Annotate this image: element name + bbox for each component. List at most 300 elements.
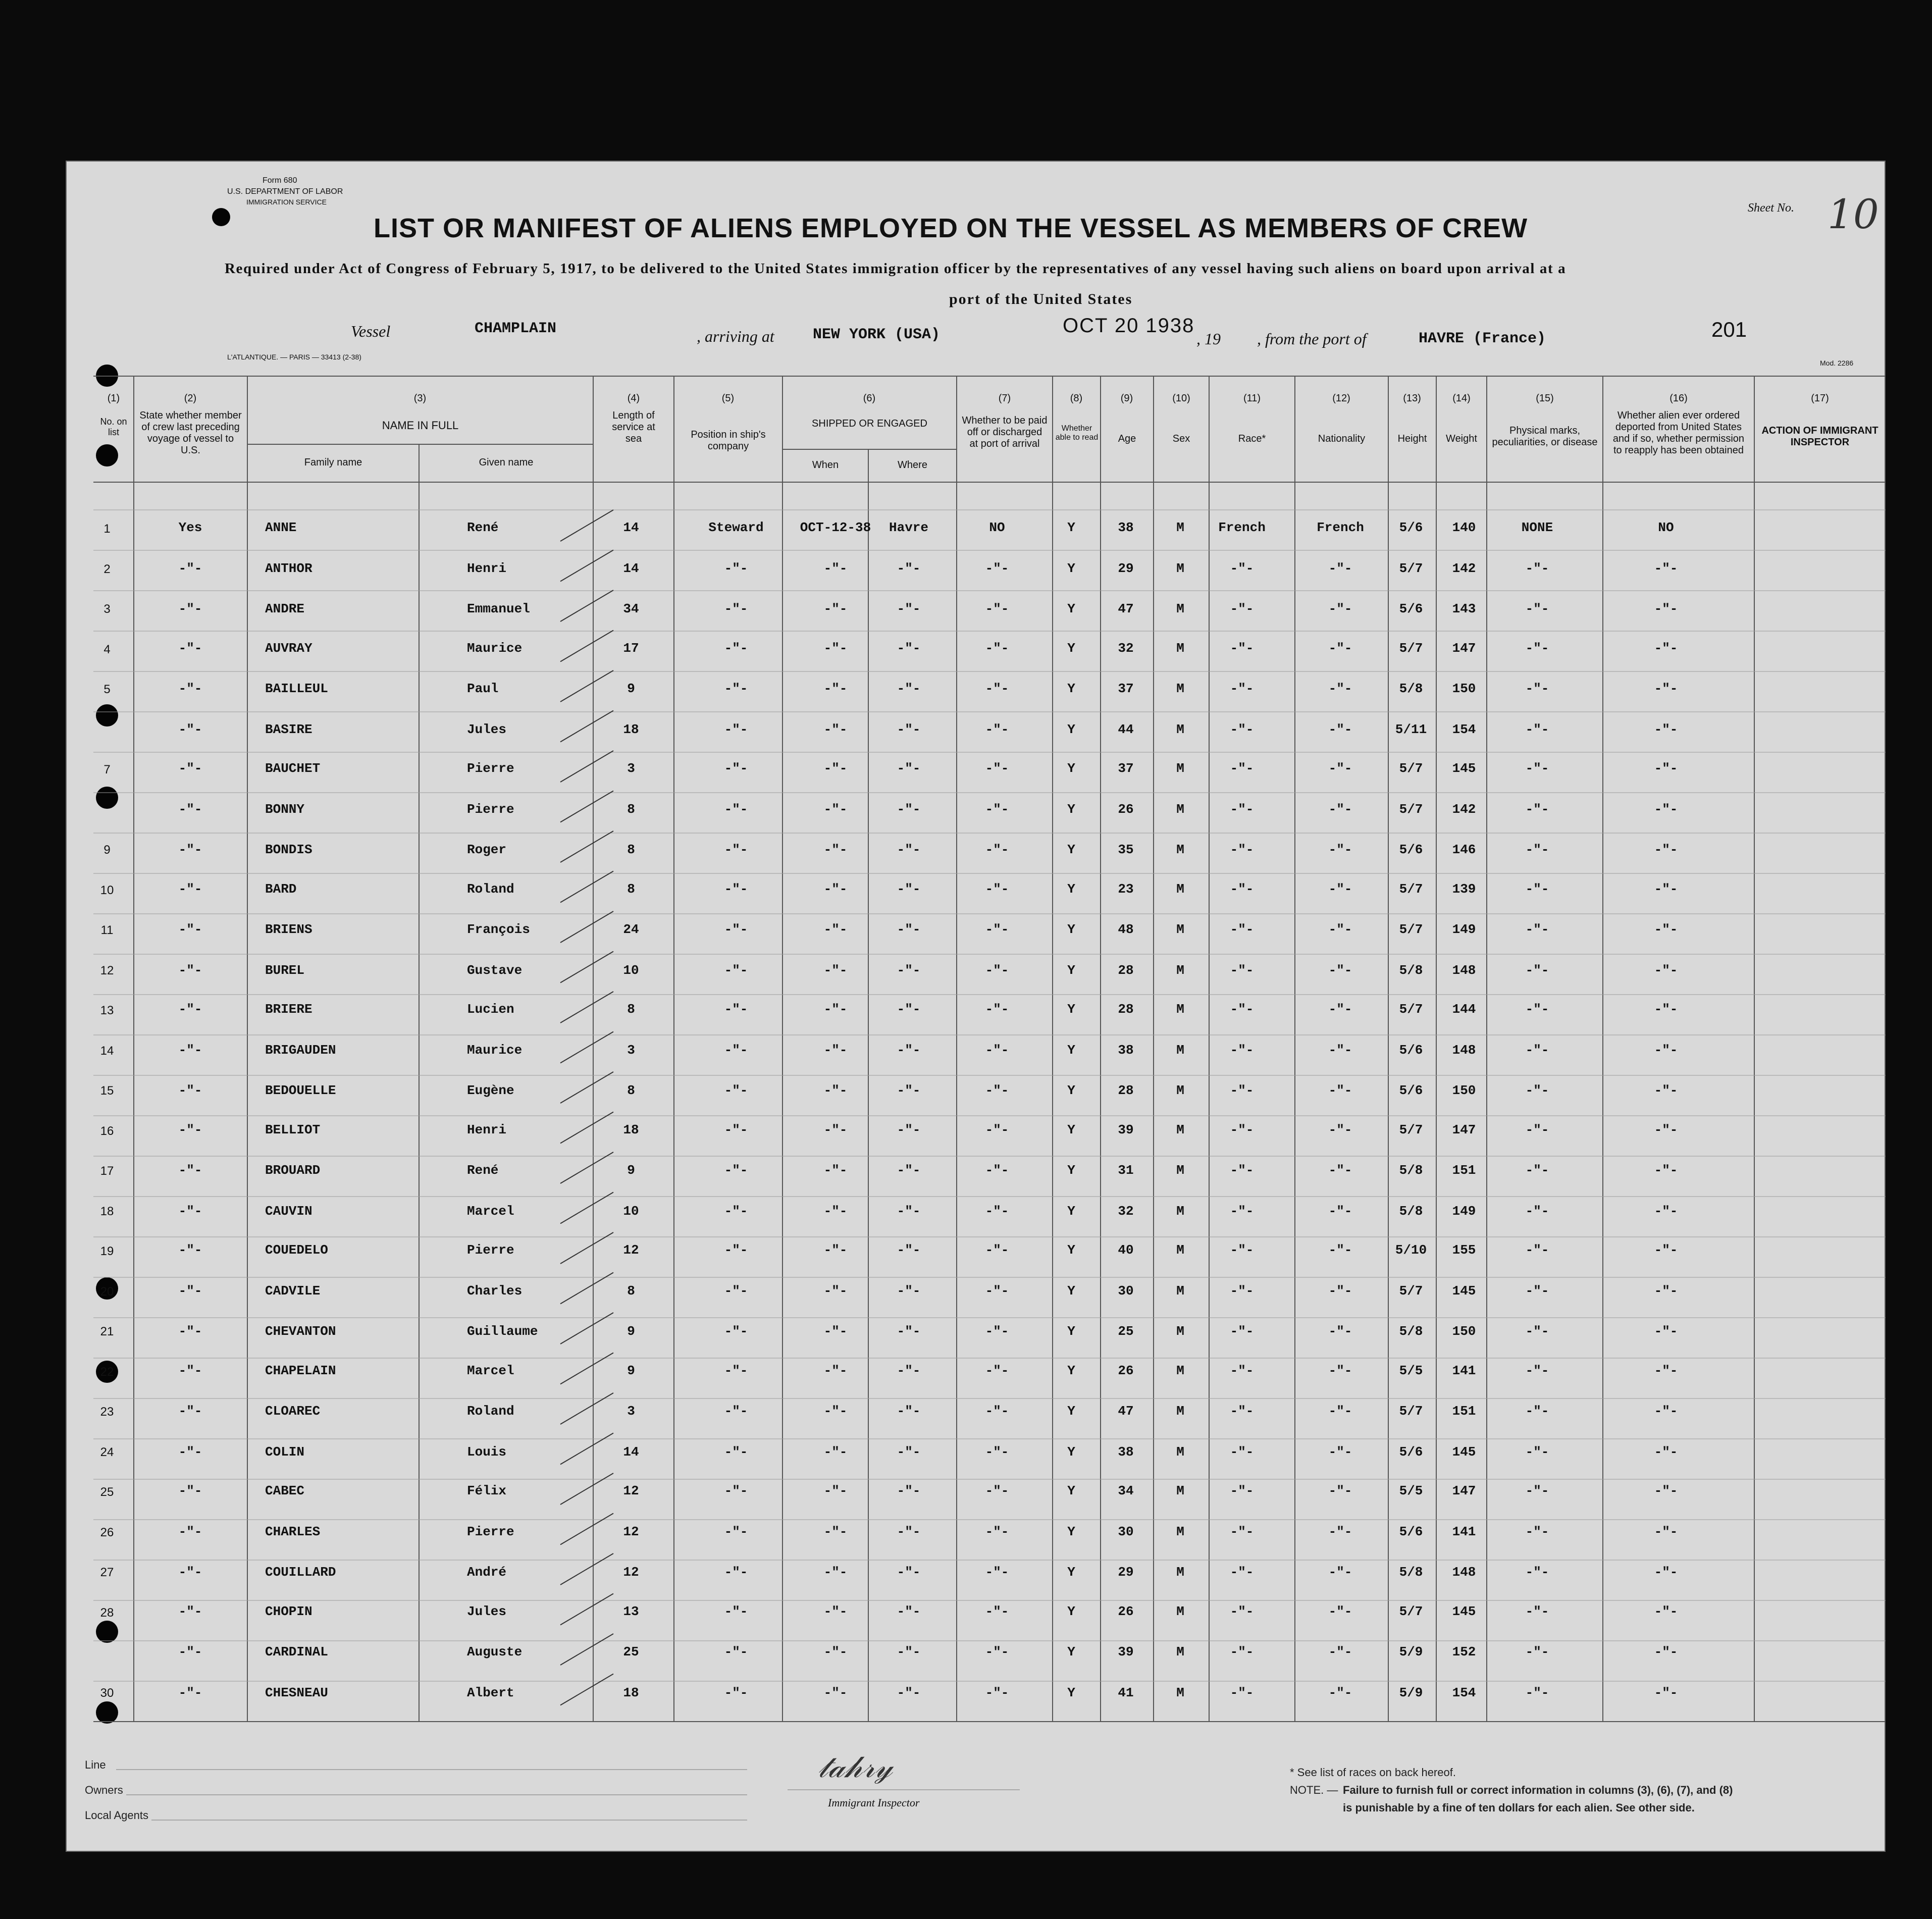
previous-voyage-cell: -"- bbox=[178, 681, 202, 696]
shipped-when-cell: -"- bbox=[823, 1002, 848, 1017]
column-number: (12) bbox=[1332, 393, 1350, 404]
age-cell: 37 bbox=[1118, 681, 1134, 696]
weight-cell: 139 bbox=[1452, 881, 1476, 897]
arrival-date: OCT 20 1938 bbox=[1063, 315, 1195, 337]
row-number: 25 bbox=[100, 1485, 114, 1499]
subtitle-line-2: port of the United States bbox=[949, 291, 1133, 307]
shipped-where-cell: -"- bbox=[897, 1444, 921, 1460]
nationality-cell: -"- bbox=[1328, 1565, 1352, 1580]
sex-cell: M bbox=[1176, 1122, 1184, 1137]
weight-cell: 154 bbox=[1452, 721, 1476, 737]
header-sex: Sex bbox=[1172, 433, 1190, 444]
shipped-where-cell: -"- bbox=[897, 801, 921, 817]
family-name-cell: COUEDELO bbox=[265, 1242, 328, 1258]
race-cell: -"- bbox=[1230, 1242, 1254, 1258]
vessel-name: CHAMPLAIN bbox=[475, 320, 557, 337]
footer-owners: Owners bbox=[85, 1784, 123, 1796]
length-of-service-cell: 3 bbox=[627, 1404, 635, 1419]
nationality-cell: -"- bbox=[1328, 721, 1352, 737]
previous-voyage-cell: -"- bbox=[178, 962, 202, 978]
mod-number: Mod. 2286 bbox=[1820, 359, 1854, 367]
physical-marks-cell: -"- bbox=[1525, 640, 1549, 656]
shipped-where-cell: -"- bbox=[897, 1524, 921, 1539]
length-of-service-cell: 14 bbox=[623, 520, 639, 535]
deported-cell: -"- bbox=[1654, 1363, 1678, 1378]
paid-off-cell: -"- bbox=[985, 1324, 1009, 1339]
header-given-name: Given name bbox=[479, 457, 534, 468]
physical-marks-cell: -"- bbox=[1525, 1122, 1549, 1137]
sex-cell: M bbox=[1176, 1083, 1184, 1098]
length-of-service-cell: 8 bbox=[627, 801, 635, 817]
weight-cell: 145 bbox=[1452, 1603, 1476, 1619]
header-physical-marks: Physical marks, peculiarities, or disease bbox=[1492, 425, 1598, 448]
deported-cell: -"- bbox=[1654, 1042, 1678, 1058]
paid-off-cell: -"- bbox=[985, 640, 1009, 656]
note-line-2: is punishable by a fine of ten dollars for each alien. See other side. bbox=[1343, 1801, 1695, 1814]
able-to-read-cell: Y bbox=[1067, 520, 1075, 535]
shipped-when-cell: -"- bbox=[823, 1083, 848, 1098]
length-of-service-cell: 9 bbox=[627, 681, 635, 696]
age-cell: 47 bbox=[1118, 1404, 1134, 1419]
family-name-cell: CABEC bbox=[265, 1483, 305, 1498]
given-name-cell: Pierre bbox=[467, 761, 514, 776]
shipped-where-cell: -"- bbox=[897, 1083, 921, 1098]
previous-voyage-cell: -"- bbox=[178, 1163, 202, 1178]
shipped-where-cell: -"- bbox=[897, 881, 921, 897]
shipped-where-cell: -"- bbox=[897, 1042, 921, 1058]
given-name-cell: Henri bbox=[467, 1122, 507, 1137]
family-name-cell: CHESNEAU bbox=[265, 1685, 328, 1700]
physical-marks-cell: -"- bbox=[1525, 721, 1549, 737]
family-name-cell: BEDOUELLE bbox=[265, 1083, 336, 1098]
position-cell: -"- bbox=[724, 601, 748, 616]
header-height: Height bbox=[1397, 433, 1427, 444]
age-cell: 23 bbox=[1118, 881, 1134, 897]
note-label: NOTE. — bbox=[1290, 1784, 1338, 1796]
paid-off-cell: -"- bbox=[985, 1685, 1009, 1700]
previous-voyage-cell: -"- bbox=[178, 1122, 202, 1137]
race-cell: -"- bbox=[1230, 922, 1254, 937]
able-to-read-cell: Y bbox=[1067, 842, 1075, 857]
given-name-cell: Jules bbox=[467, 721, 507, 737]
previous-voyage-cell: -"- bbox=[178, 1042, 202, 1058]
row-number: 27 bbox=[100, 1566, 114, 1579]
inspector-signature: 𝓉𝒶𝒽𝓇𝓎 bbox=[818, 1749, 893, 1785]
shipped-when-cell: -"- bbox=[823, 1242, 848, 1258]
deported-cell: -"- bbox=[1654, 1404, 1678, 1419]
shipped-where-cell: -"- bbox=[897, 1363, 921, 1378]
family-name-cell: BONNY bbox=[265, 801, 305, 817]
able-to-read-cell: Y bbox=[1067, 681, 1075, 696]
shipped-where-cell: -"- bbox=[897, 601, 921, 616]
height-cell: 5/8 bbox=[1399, 962, 1423, 978]
able-to-read-cell: Y bbox=[1067, 1324, 1075, 1339]
given-name-cell: Maurice bbox=[467, 1042, 523, 1058]
height-cell: 5/7 bbox=[1399, 1122, 1423, 1137]
deported-cell: -"- bbox=[1654, 1524, 1678, 1539]
sex-cell: M bbox=[1176, 1644, 1184, 1659]
form-number: Form 680 bbox=[263, 176, 297, 185]
shipped-where-cell: -"- bbox=[897, 1565, 921, 1580]
row-number: 2 bbox=[103, 562, 111, 576]
weight-cell: 151 bbox=[1452, 1404, 1476, 1419]
able-to-read-cell: Y bbox=[1067, 560, 1075, 576]
previous-voyage-cell: -"- bbox=[178, 1002, 202, 1017]
paid-off-cell: -"- bbox=[985, 1404, 1009, 1419]
shipped-where-cell: -"- bbox=[897, 922, 921, 937]
nationality-cell: -"- bbox=[1328, 560, 1352, 576]
physical-marks-cell: -"- bbox=[1525, 1242, 1549, 1258]
row-number: 23 bbox=[100, 1405, 114, 1419]
note-line-1: Failure to furnish full or correct information in columns (3), (6), (7), and (8) bbox=[1343, 1784, 1733, 1796]
row-number: 28 bbox=[100, 1605, 114, 1620]
deported-cell: -"- bbox=[1654, 1444, 1678, 1460]
position-cell: -"- bbox=[724, 1363, 748, 1378]
physical-marks-cell: NONE bbox=[1521, 520, 1553, 535]
given-name-cell: Louis bbox=[467, 1444, 507, 1460]
deported-cell: -"- bbox=[1654, 962, 1678, 978]
column-number: (16) bbox=[1669, 393, 1688, 404]
column-number: (17) bbox=[1811, 393, 1829, 404]
sex-cell: M bbox=[1176, 962, 1184, 978]
length-of-service-cell: 8 bbox=[627, 842, 635, 857]
race-cell: -"- bbox=[1230, 881, 1254, 897]
nationality-cell: -"- bbox=[1328, 1363, 1352, 1378]
row-number: 10 bbox=[100, 883, 114, 897]
previous-voyage-cell: -"- bbox=[178, 1283, 202, 1299]
deported-cell: -"- bbox=[1654, 1002, 1678, 1017]
position-cell: -"- bbox=[724, 881, 748, 897]
previous-voyage-cell: -"- bbox=[178, 1483, 202, 1498]
length-of-service-cell: 8 bbox=[627, 881, 635, 897]
length-of-service-cell: 12 bbox=[623, 1565, 639, 1580]
column-number: (14) bbox=[1452, 393, 1471, 404]
physical-marks-cell: -"- bbox=[1525, 1283, 1549, 1299]
height-cell: 5/9 bbox=[1399, 1644, 1423, 1659]
column-number: (1) bbox=[107, 393, 120, 404]
column-number: (5) bbox=[721, 393, 735, 404]
given-name-cell: Roland bbox=[467, 881, 514, 897]
height-cell: 5/8 bbox=[1399, 681, 1423, 696]
column-number: (8) bbox=[1070, 393, 1083, 404]
immigrant-inspector-label: Immigrant Inspector bbox=[828, 1796, 920, 1809]
position-cell: -"- bbox=[724, 801, 748, 817]
nationality-cell: -"- bbox=[1328, 1083, 1352, 1098]
sex-cell: M bbox=[1176, 1404, 1184, 1419]
row-number: 19 bbox=[100, 1244, 114, 1258]
length-of-service-cell: 10 bbox=[623, 1203, 639, 1219]
sex-cell: M bbox=[1176, 520, 1184, 535]
sex-cell: M bbox=[1176, 801, 1184, 817]
paid-off-cell: -"- bbox=[985, 1565, 1009, 1580]
age-cell: 28 bbox=[1118, 1083, 1134, 1098]
sheet-label: Sheet No. bbox=[1748, 201, 1794, 215]
shipped-when-cell: -"- bbox=[823, 962, 848, 978]
shipped-when-cell: -"- bbox=[823, 1404, 848, 1419]
able-to-read-cell: Y bbox=[1067, 1083, 1075, 1098]
height-cell: 5/5 bbox=[1399, 1363, 1423, 1378]
shipped-when-cell: -"- bbox=[823, 1363, 848, 1378]
age-cell: 25 bbox=[1118, 1324, 1134, 1339]
sex-cell: M bbox=[1176, 1603, 1184, 1619]
shipped-when-cell: -"- bbox=[823, 1283, 848, 1299]
previous-voyage-cell: -"- bbox=[178, 1203, 202, 1219]
sex-cell: M bbox=[1176, 640, 1184, 656]
shipped-where-cell: -"- bbox=[897, 1644, 921, 1659]
nationality-cell: -"- bbox=[1328, 1644, 1352, 1659]
given-name-cell: Guillaume bbox=[467, 1324, 538, 1339]
previous-voyage-cell: -"- bbox=[178, 601, 202, 616]
sex-cell: M bbox=[1176, 881, 1184, 897]
physical-marks-cell: -"- bbox=[1525, 1404, 1549, 1419]
subtitle-line-1: Required under Act of Congress of February 5, 1917, to be delivered to the United States immigration officer by the representatives of any vessel having such aliens on board upon arrival at a bbox=[225, 261, 1567, 277]
deported-cell: -"- bbox=[1654, 1242, 1678, 1258]
stamp-number: 201 bbox=[1711, 318, 1747, 341]
row-number: 21 bbox=[100, 1325, 114, 1338]
physical-marks-cell: -"- bbox=[1525, 1444, 1549, 1460]
row-number: 24 bbox=[100, 1445, 114, 1459]
weight-cell: 145 bbox=[1452, 1283, 1476, 1299]
paid-off-cell: -"- bbox=[985, 842, 1009, 857]
sex-cell: M bbox=[1176, 1444, 1184, 1460]
weight-cell: 150 bbox=[1452, 1324, 1476, 1339]
physical-marks-cell: -"- bbox=[1525, 1083, 1549, 1098]
deported-cell: -"- bbox=[1654, 1083, 1678, 1098]
page-title: LIST OR MANIFEST OF ALIENS EMPLOYED ON THE VESSEL AS MEMBERS OF CREW bbox=[374, 213, 1528, 243]
age-cell: 26 bbox=[1118, 1603, 1134, 1619]
age-cell: 31 bbox=[1118, 1163, 1134, 1178]
column-number: (3) bbox=[413, 393, 427, 404]
header-weight: Weight bbox=[1446, 433, 1477, 444]
header-able-to-read: Whether able to read bbox=[1055, 424, 1099, 442]
weight-cell: 148 bbox=[1452, 1565, 1476, 1580]
previous-voyage-cell: Yes bbox=[178, 520, 202, 535]
age-cell: 38 bbox=[1118, 1042, 1134, 1058]
family-name-cell: CHAPELAIN bbox=[265, 1363, 336, 1378]
height-cell: 5/7 bbox=[1399, 560, 1423, 576]
sex-cell: M bbox=[1176, 761, 1184, 776]
row-number: 17 bbox=[100, 1164, 114, 1178]
age-cell: 34 bbox=[1118, 1483, 1134, 1498]
weight-cell: 147 bbox=[1452, 1483, 1476, 1498]
given-name-cell: Charles bbox=[467, 1283, 523, 1299]
shipped-where-cell: -"- bbox=[897, 1404, 921, 1419]
family-name-cell: BARD bbox=[265, 881, 297, 897]
weight-cell: 143 bbox=[1452, 601, 1476, 616]
given-name-cell: René bbox=[467, 1163, 499, 1178]
able-to-read-cell: Y bbox=[1067, 601, 1075, 616]
shipped-where-cell: -"- bbox=[897, 1163, 921, 1178]
nationality-cell: -"- bbox=[1328, 801, 1352, 817]
arrival-port: NEW YORK (USA) bbox=[813, 326, 941, 343]
position-cell: -"- bbox=[724, 1644, 748, 1659]
nationality-cell: -"- bbox=[1328, 1163, 1352, 1178]
physical-marks-cell: -"- bbox=[1525, 1203, 1549, 1219]
position-cell: Steward bbox=[708, 520, 764, 535]
row-number: 12 bbox=[100, 963, 114, 977]
header-shipped-engaged: SHIPPED OR ENGAGED bbox=[812, 418, 927, 429]
length-of-service-cell: 14 bbox=[623, 1444, 639, 1460]
nationality-cell: -"- bbox=[1328, 1524, 1352, 1539]
sheet-number: 10 bbox=[1827, 191, 1879, 238]
footer-line: Line bbox=[85, 1758, 106, 1771]
sex-cell: M bbox=[1176, 1363, 1184, 1378]
family-name-cell: BAILLEUL bbox=[265, 681, 328, 696]
shipped-when-cell: -"- bbox=[823, 1444, 848, 1460]
length-of-service-cell: 13 bbox=[623, 1603, 639, 1619]
weight-cell: 145 bbox=[1452, 761, 1476, 776]
family-name-cell: ANNE bbox=[265, 520, 297, 535]
row-number: 11 bbox=[100, 923, 114, 937]
shipped-where-cell: -"- bbox=[897, 1685, 921, 1700]
race-cell: -"- bbox=[1230, 1122, 1254, 1137]
physical-marks-cell: -"- bbox=[1525, 1002, 1549, 1017]
given-name-cell: Auguste bbox=[467, 1644, 523, 1659]
position-cell: -"- bbox=[724, 1444, 748, 1460]
sex-cell: M bbox=[1176, 842, 1184, 857]
column-number: (10) bbox=[1172, 393, 1190, 404]
shipped-when-cell: -"- bbox=[823, 1042, 848, 1058]
able-to-read-cell: Y bbox=[1067, 922, 1075, 937]
height-cell: 5/7 bbox=[1399, 881, 1423, 897]
previous-voyage-cell: -"- bbox=[178, 1242, 202, 1258]
nationality-cell: -"- bbox=[1328, 640, 1352, 656]
paid-off-cell: -"- bbox=[985, 801, 1009, 817]
printer-line: L'ATLANTIQUE. — PARIS — 33413 (2-38) bbox=[227, 353, 361, 361]
paid-off-cell: -"- bbox=[985, 962, 1009, 978]
paid-off-cell: -"- bbox=[985, 881, 1009, 897]
height-cell: 5/6 bbox=[1399, 1524, 1423, 1539]
family-name-cell: CLOAREC bbox=[265, 1404, 321, 1419]
weight-cell: 147 bbox=[1452, 1122, 1476, 1137]
height-cell: 5/7 bbox=[1399, 1404, 1423, 1419]
position-cell: -"- bbox=[724, 1524, 748, 1539]
shipped-where-cell: -"- bbox=[897, 681, 921, 696]
shipped-when-cell: -"- bbox=[823, 601, 848, 616]
sex-cell: M bbox=[1176, 601, 1184, 616]
column-number: (13) bbox=[1403, 393, 1421, 404]
length-of-service-cell: 10 bbox=[623, 962, 639, 978]
shipped-when-cell: -"- bbox=[823, 801, 848, 817]
shipped-where-cell: -"- bbox=[897, 1002, 921, 1017]
paid-off-cell: -"- bbox=[985, 1524, 1009, 1539]
given-name-cell: Eugène bbox=[467, 1083, 514, 1098]
given-name-cell: Gustave bbox=[467, 962, 523, 978]
header-no: No. on list bbox=[100, 417, 127, 437]
age-cell: 37 bbox=[1118, 761, 1134, 776]
physical-marks-cell: -"- bbox=[1525, 1644, 1549, 1659]
paid-off-cell: -"- bbox=[985, 721, 1009, 737]
deported-cell: -"- bbox=[1654, 1483, 1678, 1498]
weight-cell: 145 bbox=[1452, 1444, 1476, 1460]
nationality-cell: -"- bbox=[1328, 1685, 1352, 1700]
physical-marks-cell: -"- bbox=[1525, 601, 1549, 616]
physical-marks-cell: -"- bbox=[1525, 761, 1549, 776]
sex-cell: M bbox=[1176, 681, 1184, 696]
paid-off-cell: -"- bbox=[985, 1083, 1009, 1098]
given-name-cell: André bbox=[467, 1565, 507, 1580]
family-name-cell: BROUARD bbox=[265, 1163, 321, 1178]
able-to-read-cell: Y bbox=[1067, 1644, 1075, 1659]
race-cell: -"- bbox=[1230, 560, 1254, 576]
given-name-cell: François bbox=[467, 922, 530, 937]
shipped-where-cell: -"- bbox=[897, 962, 921, 978]
shipped-when-cell: -"- bbox=[823, 1483, 848, 1498]
header-deported: Whether alien ever ordered deported from United States and if so, whether permission to reapply has been obtained bbox=[1612, 410, 1745, 456]
height-cell: 5/8 bbox=[1399, 1565, 1423, 1580]
weight-cell: 149 bbox=[1452, 922, 1476, 937]
given-name-cell: Henri bbox=[467, 560, 507, 576]
given-name-cell: Lucien bbox=[467, 1002, 514, 1017]
family-name-cell: COLIN bbox=[265, 1444, 305, 1460]
given-name-cell: Marcel bbox=[467, 1203, 514, 1219]
paid-off-cell: -"- bbox=[985, 1444, 1009, 1460]
height-cell: 5/7 bbox=[1399, 1002, 1423, 1017]
sex-cell: M bbox=[1176, 1163, 1184, 1178]
physical-marks-cell: -"- bbox=[1525, 1685, 1549, 1700]
physical-marks-cell: -"- bbox=[1525, 1163, 1549, 1178]
race-cell: -"- bbox=[1230, 1002, 1254, 1017]
able-to-read-cell: Y bbox=[1067, 1524, 1075, 1539]
deported-cell: -"- bbox=[1654, 640, 1678, 656]
row-number: 3 bbox=[103, 602, 111, 616]
previous-voyage-cell: -"- bbox=[178, 1444, 202, 1460]
from-label: , from the port of bbox=[1257, 330, 1367, 348]
age-cell: 32 bbox=[1118, 640, 1134, 656]
sex-cell: M bbox=[1176, 1042, 1184, 1058]
sex-cell: M bbox=[1176, 1002, 1184, 1017]
sex-cell: M bbox=[1176, 1524, 1184, 1539]
race-cell: -"- bbox=[1230, 1042, 1254, 1058]
height-cell: 5/7 bbox=[1399, 922, 1423, 937]
physical-marks-cell: -"- bbox=[1525, 1042, 1549, 1058]
previous-voyage-cell: -"- bbox=[178, 761, 202, 776]
position-cell: -"- bbox=[724, 1685, 748, 1700]
previous-voyage-cell: -"- bbox=[178, 801, 202, 817]
row-number: 13 bbox=[100, 1004, 114, 1017]
length-of-service-cell: 12 bbox=[623, 1483, 639, 1498]
able-to-read-cell: Y bbox=[1067, 1122, 1075, 1137]
length-of-service-cell: 9 bbox=[627, 1324, 635, 1339]
age-cell: 26 bbox=[1118, 1363, 1134, 1378]
given-name-cell: Pierre bbox=[467, 801, 514, 817]
height-cell: 5/8 bbox=[1399, 1203, 1423, 1219]
weight-cell: 141 bbox=[1452, 1363, 1476, 1378]
family-name-cell: CHARLES bbox=[265, 1524, 321, 1539]
weight-cell: 150 bbox=[1452, 681, 1476, 696]
race-cell: -"- bbox=[1230, 1644, 1254, 1659]
race-cell: -"- bbox=[1230, 1685, 1254, 1700]
nationality-cell: -"- bbox=[1328, 601, 1352, 616]
physical-marks-cell: -"- bbox=[1525, 1524, 1549, 1539]
deported-cell: -"- bbox=[1654, 761, 1678, 776]
shipped-where-cell: -"- bbox=[897, 1242, 921, 1258]
height-cell: 5/7 bbox=[1399, 640, 1423, 656]
physical-marks-cell: -"- bbox=[1525, 1483, 1549, 1498]
previous-voyage-cell: -"- bbox=[178, 1363, 202, 1378]
height-cell: 5/7 bbox=[1399, 761, 1423, 776]
row-number: 20 bbox=[100, 1284, 114, 1299]
family-name-cell: CAUVIN bbox=[265, 1203, 312, 1219]
family-name-cell: CARDINAL bbox=[265, 1644, 328, 1659]
previous-voyage-cell: -"- bbox=[178, 1324, 202, 1339]
paid-off-cell: -"- bbox=[985, 1242, 1009, 1258]
sex-cell: M bbox=[1176, 1483, 1184, 1498]
age-cell: 48 bbox=[1118, 922, 1134, 937]
age-cell: 30 bbox=[1118, 1283, 1134, 1299]
shipped-where-cell: -"- bbox=[897, 721, 921, 737]
previous-voyage-cell: -"- bbox=[178, 1603, 202, 1619]
